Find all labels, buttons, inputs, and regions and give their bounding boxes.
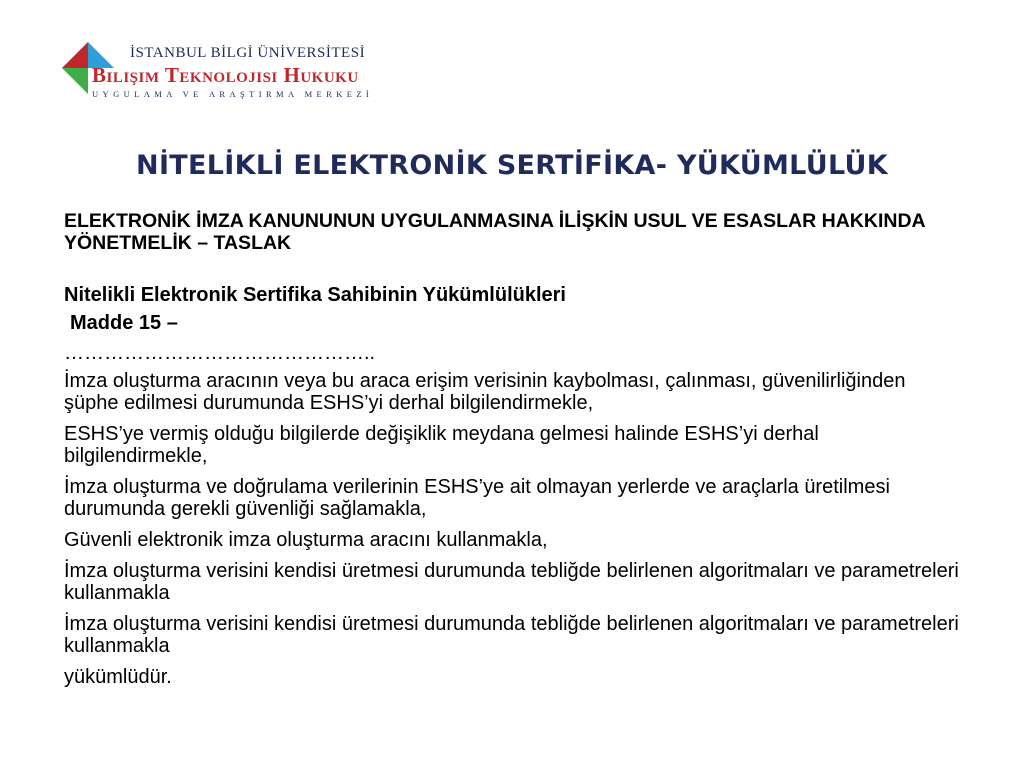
obligation-item: İmza oluşturma aracının veya bu araca erişim verisinin kaybolması, çalınması, güvenilirliğinden şüphe edilmesi durumunda ESHS’yi derhal bilgilendirmekle, xyxy=(64,370,906,414)
section-subheading: Nitelikli Elektronik Sertifika Sahibinin Yükümlülükleri xyxy=(64,284,566,306)
logo-center-name: Bilişim Teknolojisi Hukuku xyxy=(92,63,359,87)
slide-body xyxy=(64,210,964,688)
obligation-item: ESHS’ye vermiş olduğu bilgilerde değişiklik meydana gelmesi halinde ESHS’yi derhal bilgilendirmekle, xyxy=(64,423,819,467)
slide-title: NİTELİKLİ ELEKTRONİK SERTİFİKA- YÜKÜMLÜLÜK xyxy=(136,150,888,181)
regulation-heading: ELEKTRONİK İMZA KANUNUNUN UYGULANMASINA İLİŞKİN USUL VE ESASLAR HAKKINDA YÖNETMELİK – TASLAK xyxy=(64,210,925,254)
ellipsis-line: ……………………………………….. xyxy=(64,342,376,364)
institution-logo xyxy=(60,40,380,104)
logo-university-name: İSTANBUL BİLGİ ÜNİVERSİTESİ xyxy=(130,45,366,61)
obligation-item: Güvenli elektronik imza oluşturma aracını kullanmakla, xyxy=(64,529,548,551)
closing-text: yükümlüdür. xyxy=(64,666,172,688)
obligation-item: İmza oluşturma verisini kendisi üretmesi durumunda tebliğde belirlenen algoritmaları ve parametreleri kullanmakla xyxy=(64,560,959,604)
logo-subtitle: UYGULAMA VE ARAŞTIRMA MERKEZİ xyxy=(92,89,374,99)
obligation-item: İmza oluşturma verisini kendisi üretmesi durumunda tebliğde belirlenen algoritmaları ve parametreleri kullanmakla xyxy=(64,613,959,657)
article-number: Madde 15 – xyxy=(70,312,178,334)
obligation-item: İmza oluşturma ve doğrulama verilerinin ESHS’ye ait olmayan yerlerde ve araçlarla üretilmesi durumunda gerekli güvenliği sağlamakla, xyxy=(64,476,890,520)
